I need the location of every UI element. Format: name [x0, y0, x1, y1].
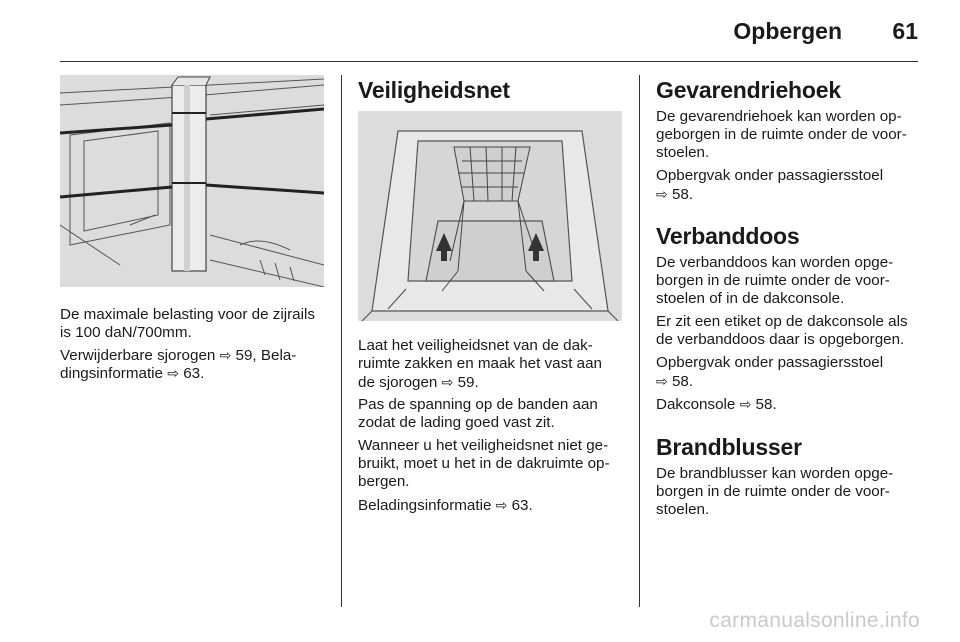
net-text-line-1: Laat het veiligheidsnet van de dak- — [358, 337, 593, 354]
header-rule — [60, 61, 918, 62]
page-header — [0, 0, 960, 64]
kit-text-8: Dakconsole — [656, 396, 740, 413]
kit-text-line-2: borgen in de ruimte onder de voor- — [656, 272, 890, 289]
page-ref-link[interactable]: 58. — [755, 396, 777, 413]
net-text-line-3 — [358, 373, 479, 392]
page-number: 61 — [892, 18, 918, 44]
extinguisher-text-line-2: borgen in de ruimte onder de voor- — [656, 483, 890, 500]
kit-text-line-1: De verbanddoos kan worden opge- — [656, 254, 894, 271]
rail-load-text-line-1: De maximale belasting voor de zijrails — [60, 306, 315, 323]
kit-text-line-8 — [656, 395, 777, 414]
page-ref-link[interactable]: 58. — [671, 186, 694, 203]
net-text-line-9 — [358, 496, 533, 515]
net-text-9: Beladingsinformatie — [358, 497, 496, 514]
triangle-text-line-2: geborgen in de ruimte onder de voor- — [656, 126, 907, 143]
section-heading-safety-net: Veiligheidsnet — [358, 77, 510, 103]
section-heading-fire-extinguisher: Brandblusser — [656, 434, 802, 460]
rail-ref-text-line-2 — [60, 364, 204, 383]
net-text-3: de sjorogen — [358, 374, 442, 391]
safety-net-illustration — [358, 111, 622, 321]
page-ref-arrow-icon: ⇨ — [656, 186, 668, 202]
extinguisher-text-line-1: De brandblusser kan worden opge- — [656, 465, 894, 482]
rail-ref-text-line-1 — [60, 346, 296, 365]
rail-ref-text: Verwijderbare sjorogen — [60, 347, 220, 364]
net-text-line-6: Wanneer u het veiligheidsnet niet ge- — [358, 437, 609, 454]
kit-text-line-4: Er zit een etiket op de dakconsole als — [656, 313, 908, 330]
column-divider-2 — [639, 75, 640, 607]
page-ref-arrow-icon: ⇨ — [441, 374, 454, 390]
page-ref-arrow-icon: ⇨ — [739, 396, 752, 412]
rail-load-text-line-2: is 100 daN/700mm. — [60, 324, 192, 341]
page-ref-arrow-icon: ⇨ — [656, 373, 668, 389]
triangle-text-line-4: Opbergvak onder passagiersstoel — [656, 167, 884, 184]
page-ref-arrow-icon: ⇨ — [219, 347, 232, 363]
kit-text-line-6: Opbergvak onder passagiersstoel — [656, 354, 884, 371]
kit-text-line-3: stoelen of in de dakconsole. — [656, 290, 845, 307]
kit-text-line-5: de verbanddoos daar is opgeborgen. — [656, 331, 905, 348]
triangle-text-line-5 — [656, 185, 693, 204]
net-text-line-5: zodat de lading goed vast zit. — [358, 414, 555, 431]
rail-ref-text-2: dingsinformatie — [60, 365, 168, 382]
page-ref-link[interactable]: 59. — [457, 374, 479, 391]
column-divider-1 — [341, 75, 342, 607]
triangle-text-line-1: De gevarendriehoek kan worden op- — [656, 108, 902, 125]
page-ref-link[interactable]: 58. — [671, 373, 694, 390]
watermark: carmanualsonline.info — [709, 609, 920, 632]
net-text-line-8: bergen. — [358, 473, 410, 490]
net-text-line-7: bruikt, moet u het in de dakruimte op- — [358, 455, 610, 472]
page-ref-link[interactable]: 63. — [183, 365, 205, 382]
side-rail-illustration — [60, 75, 324, 287]
page-ref-arrow-icon: ⇨ — [167, 365, 179, 381]
page-ref-arrow-icon: ⇨ — [495, 497, 508, 513]
page-ref-link[interactable]: 59, Bela- — [235, 347, 297, 364]
triangle-text-line-3: stoelen. — [656, 144, 710, 161]
page-ref-link[interactable]: 63. — [511, 497, 533, 514]
section-heading-warning-triangle: Gevarendriehoek — [656, 77, 841, 103]
safety-net-drawing — [358, 111, 622, 321]
net-text-line-2: ruimte zakken en maak het vast aan — [358, 355, 602, 372]
section-heading-first-aid-kit: Verbanddoos — [656, 223, 800, 249]
page-title: Opbergen — [733, 18, 842, 44]
net-text-line-4: Pas de spanning op de banden aan — [358, 396, 598, 413]
side-rail-drawing — [60, 75, 324, 287]
extinguisher-text-line-3: stoelen. — [656, 501, 710, 518]
kit-text-line-7 — [656, 372, 693, 391]
